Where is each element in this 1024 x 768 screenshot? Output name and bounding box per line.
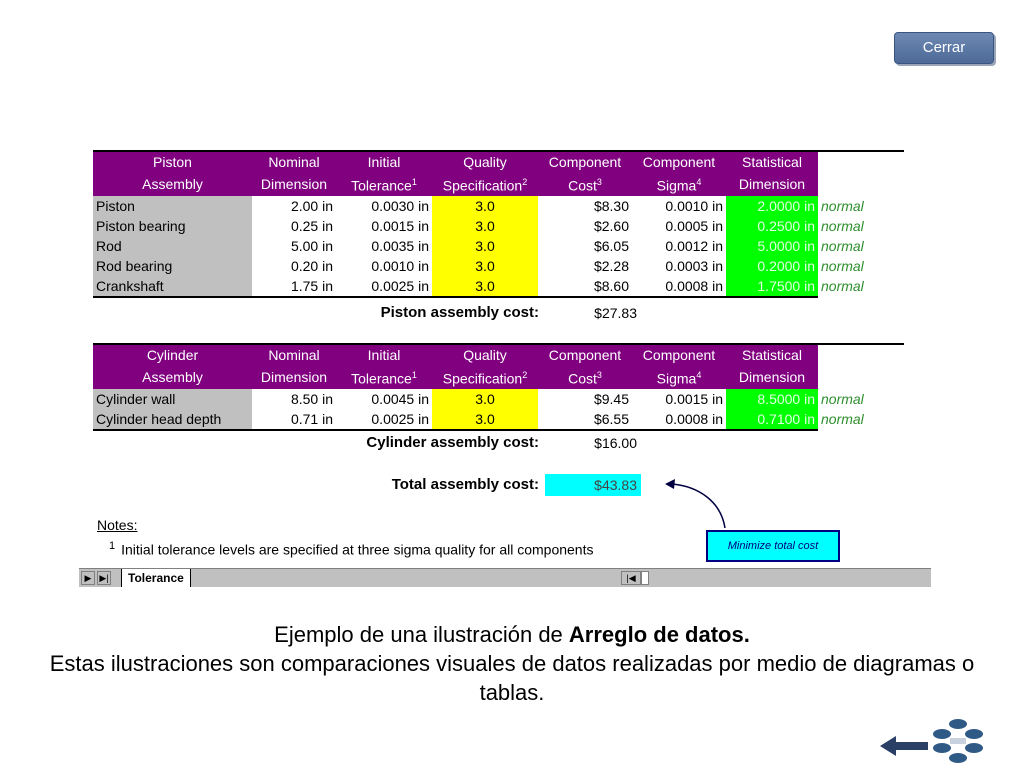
row-tolerance: 0.0045 in bbox=[371, 390, 429, 407]
cylinder-sum-label: Cylinder assembly cost: bbox=[366, 434, 539, 451]
next-sheet-icon[interactable]: ▶ bbox=[81, 571, 95, 585]
row-name: Rod bbox=[93, 236, 252, 256]
piston-rows bbox=[93, 196, 904, 297]
tab-tolerance[interactable]: Tolerance bbox=[121, 569, 191, 587]
row-nominal: 0.20 in bbox=[290, 257, 333, 274]
caption bbox=[20, 620, 1004, 707]
table-row bbox=[93, 216, 904, 236]
row-stat: 0.2000 in bbox=[726, 256, 818, 276]
row-quality: 3.0 bbox=[432, 256, 538, 276]
row-quality: 3.0 bbox=[432, 196, 538, 216]
table-row bbox=[93, 196, 904, 216]
row-stat: 5.0000 in bbox=[726, 236, 818, 256]
back-arrow-icon[interactable] bbox=[880, 736, 928, 756]
header-name: Cylinder bbox=[93, 344, 252, 365]
row-stat: 0.7100 in bbox=[726, 409, 818, 430]
scroll-left-icon[interactable]: |◀ bbox=[621, 571, 641, 585]
notes-title: Notes: bbox=[97, 517, 138, 533]
callout-arrow-icon bbox=[659, 472, 729, 532]
cylinder-sum-value: $16.00 bbox=[594, 435, 637, 451]
header-sigma-2: Sigma$^4$ bbox=[632, 365, 726, 389]
row-distribution: normal bbox=[818, 216, 904, 236]
header-row-2 bbox=[93, 172, 904, 196]
row-distribution: normal bbox=[818, 409, 904, 430]
row-tolerance: 0.0015 in bbox=[371, 217, 429, 234]
header-row-2 bbox=[93, 365, 904, 389]
row-cost: $6.55 bbox=[538, 409, 632, 430]
minimize-cost-callout: Minimize total cost bbox=[706, 530, 840, 562]
row-tolerance: 0.0010 in bbox=[371, 257, 429, 274]
last-sheet-icon[interactable]: ▶| bbox=[97, 571, 111, 585]
header-row bbox=[93, 151, 904, 172]
note-line-1: $^1$ Initial tolerance levels are specified at three sigma quality for all components bbox=[109, 540, 594, 558]
header-name-2: Assembly bbox=[93, 172, 252, 196]
row-name: Cylinder head depth bbox=[93, 409, 252, 430]
row-name: Rod bearing bbox=[93, 256, 252, 276]
cylinder-rows bbox=[93, 389, 904, 430]
header-nominal: Nominal bbox=[252, 151, 336, 172]
header-quality-2: Specification$^2$ bbox=[432, 365, 538, 389]
row-name: Piston bearing bbox=[93, 216, 252, 236]
header-sigma-2: Sigma$^4$ bbox=[632, 172, 726, 196]
piston-sum-value: $27.83 bbox=[594, 305, 637, 321]
row-nominal: 1.75 in bbox=[252, 276, 336, 297]
row-quality: 3.0 bbox=[432, 216, 538, 236]
row-name: Crankshaft bbox=[93, 276, 252, 297]
row-distribution: normal bbox=[818, 236, 904, 256]
header-sigma: Component bbox=[632, 344, 726, 365]
header-cost-2: Cost$^3$ bbox=[538, 172, 632, 196]
header-nominal: Nominal bbox=[252, 344, 336, 365]
row-cost: $9.45 bbox=[593, 390, 629, 407]
row-nominal: 2.00 in bbox=[290, 197, 333, 214]
row-cost: $8.60 bbox=[538, 276, 632, 297]
header-tolerance: Initial bbox=[336, 344, 432, 365]
header-tolerance: Initial bbox=[336, 151, 432, 172]
header-name: Piston bbox=[93, 151, 252, 172]
row-quality: 3.0 bbox=[432, 276, 538, 297]
header-stat: Statistical bbox=[726, 151, 818, 172]
row-cost: $8.30 bbox=[593, 197, 629, 214]
row-nominal: 8.50 in bbox=[290, 390, 333, 407]
header-stat-2: Dimension bbox=[726, 365, 818, 389]
header-tolerance-2: Tolerance$^1$ bbox=[336, 172, 432, 196]
row-nominal: 0.25 in bbox=[290, 217, 333, 234]
row-sigma: 0.0015 in bbox=[665, 390, 723, 407]
row-cost: $2.28 bbox=[593, 257, 629, 274]
row-cost: $2.60 bbox=[593, 217, 629, 234]
header-quality: Quality bbox=[432, 344, 538, 365]
row-tolerance: 0.0030 in bbox=[371, 197, 429, 214]
header-cost-2: Cost$^3$ bbox=[538, 365, 632, 389]
row-cost: $6.05 bbox=[593, 237, 629, 254]
row-stat: 8.5000 in bbox=[726, 389, 818, 409]
row-stat: 1.7500 in bbox=[726, 276, 818, 297]
row-quality: 3.0 bbox=[432, 236, 538, 256]
close-button[interactable]: Cerrar bbox=[894, 32, 994, 64]
header-blank bbox=[818, 344, 904, 365]
row-quality: 3.0 bbox=[432, 409, 538, 430]
table-row bbox=[93, 276, 904, 297]
row-nominal: 0.71 in bbox=[252, 409, 336, 430]
row-name: Piston bbox=[93, 196, 252, 216]
header-row bbox=[93, 344, 904, 365]
header-nominal-2: Dimension bbox=[252, 172, 336, 196]
row-distribution: normal bbox=[818, 276, 904, 297]
row-sigma: 0.0010 in bbox=[665, 197, 723, 214]
row-tolerance: 0.0035 in bbox=[371, 237, 429, 254]
row-name: Cylinder wall bbox=[93, 389, 252, 409]
row-sigma: 0.0005 in bbox=[665, 217, 723, 234]
header-stat: Statistical bbox=[726, 344, 818, 365]
spreadsheet bbox=[79, 150, 931, 590]
row-quality: 3.0 bbox=[432, 389, 538, 409]
header-stat-2: Dimension bbox=[726, 172, 818, 196]
table-row bbox=[93, 256, 904, 276]
cylinder-assembly-table bbox=[93, 343, 904, 431]
caption-line-2: Estas ilustraciones son comparaciones visuales de datos realizadas por medio de diagramas o tablas. bbox=[49, 651, 975, 705]
row-stat: 0.2500 in bbox=[726, 216, 818, 236]
row-sigma: 0.0008 in bbox=[632, 409, 726, 430]
total-cost-label: Total assembly cost: bbox=[391, 476, 539, 493]
row-distribution: normal bbox=[818, 256, 904, 276]
row-distribution: normal bbox=[818, 389, 904, 409]
row-tolerance: 0.0025 in bbox=[336, 276, 432, 297]
menu-network-icon[interactable] bbox=[930, 718, 986, 764]
row-distribution: normal bbox=[818, 196, 904, 216]
header-tolerance-2: Tolerance$^1$ bbox=[336, 365, 432, 389]
table-row bbox=[93, 389, 904, 409]
header-cost: Component bbox=[538, 151, 632, 172]
row-sigma: 0.0003 in bbox=[665, 257, 723, 274]
header-blank-2 bbox=[818, 365, 904, 389]
header-blank bbox=[818, 151, 904, 172]
header-quality-2: Specification$^2$ bbox=[432, 172, 538, 196]
table-row bbox=[93, 409, 904, 430]
row-tolerance: 0.0025 in bbox=[336, 409, 432, 430]
header-name-2: Assembly bbox=[93, 365, 252, 389]
horizontal-scrollbar[interactable] bbox=[641, 571, 649, 585]
table-row bbox=[93, 236, 904, 256]
piston-sum-label: Piston assembly cost: bbox=[380, 304, 539, 321]
header-blank-2 bbox=[818, 172, 904, 196]
total-cost-value: $43.83 bbox=[545, 474, 641, 496]
piston-assembly-table bbox=[93, 150, 904, 298]
row-sigma: 0.0008 in bbox=[632, 276, 726, 297]
header-sigma: Component bbox=[632, 151, 726, 172]
row-sigma: 0.0012 in bbox=[665, 237, 723, 254]
caption-line-1: Ejemplo de una ilustración de Arreglo de datos. bbox=[274, 622, 750, 647]
row-stat: 2.0000 in bbox=[726, 196, 818, 216]
header-nominal-2: Dimension bbox=[252, 365, 336, 389]
header-quality: Quality bbox=[432, 151, 538, 172]
sheet-tab-bar bbox=[79, 568, 931, 587]
row-nominal: 5.00 in bbox=[290, 237, 333, 254]
header-cost: Component bbox=[538, 344, 632, 365]
